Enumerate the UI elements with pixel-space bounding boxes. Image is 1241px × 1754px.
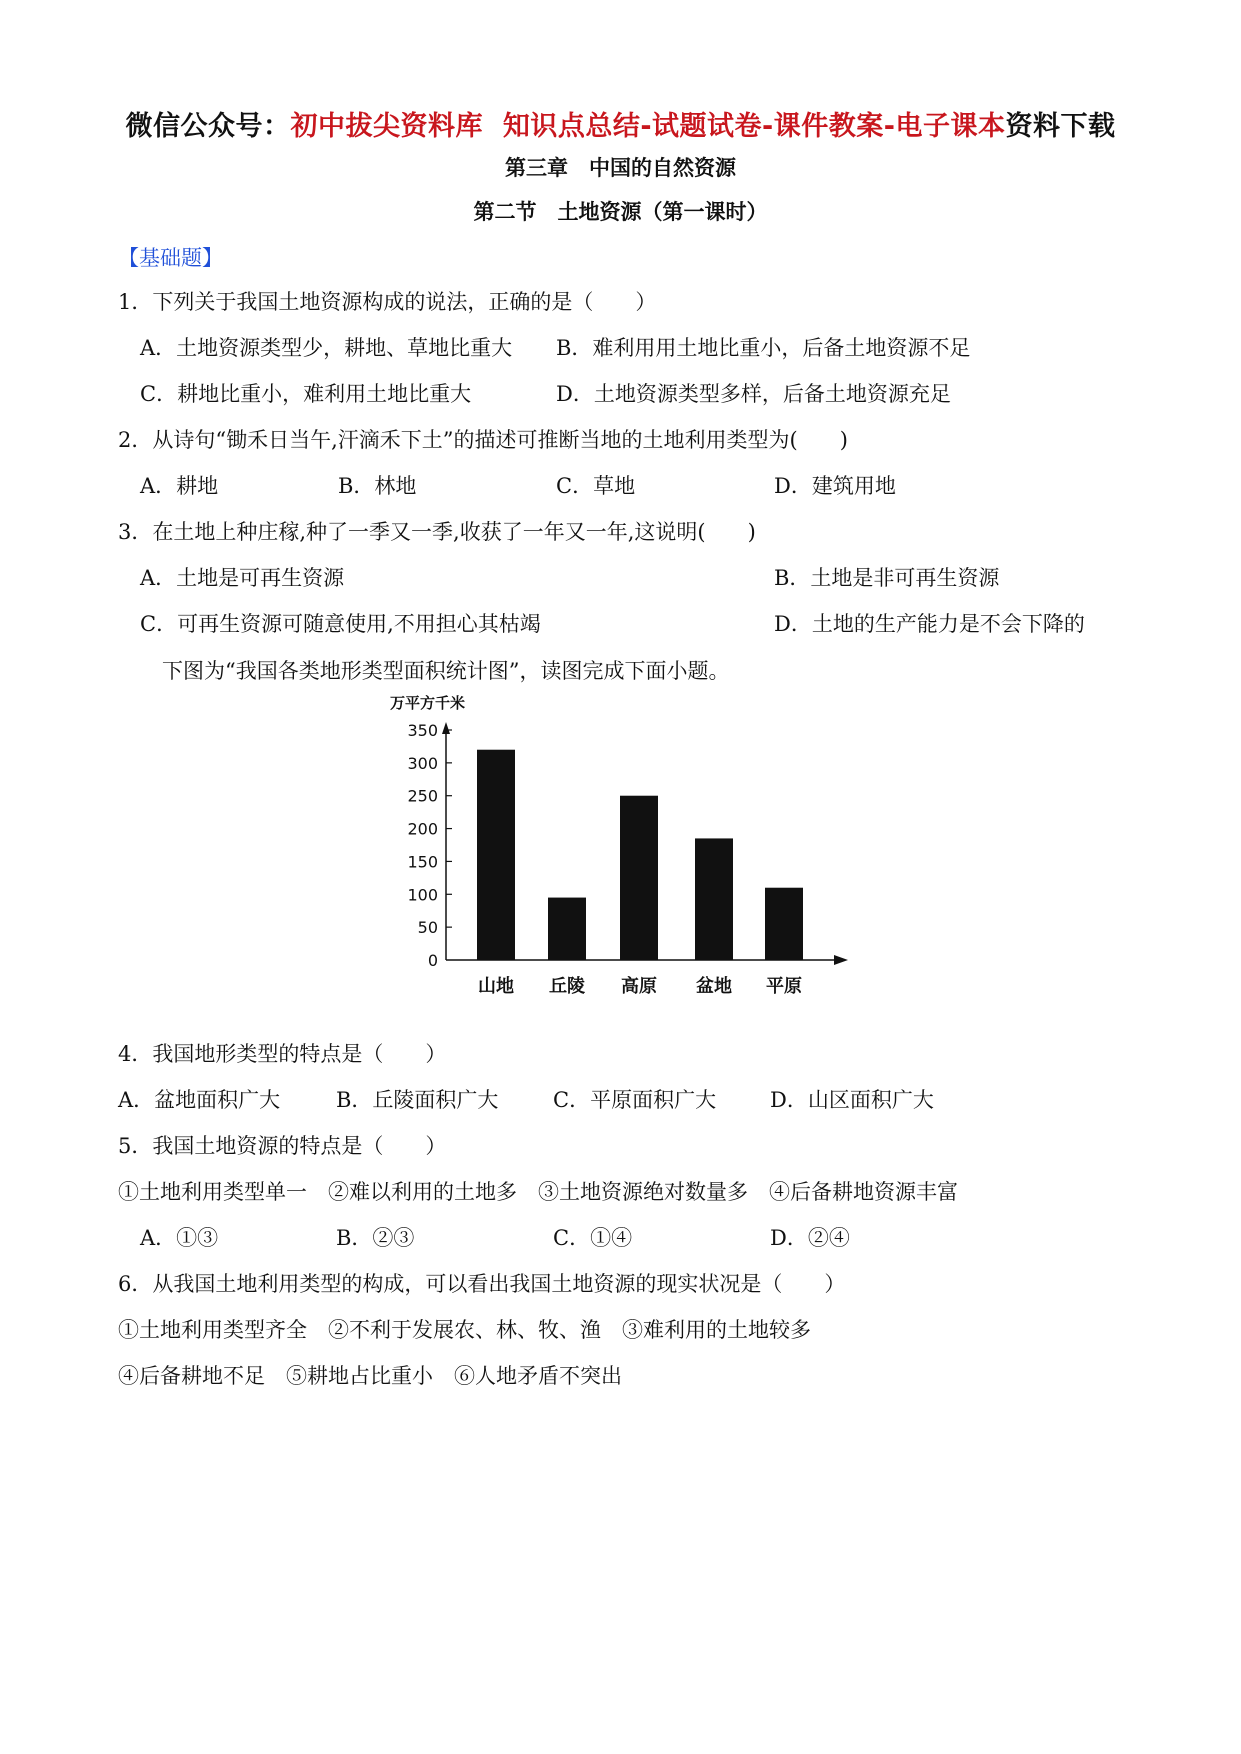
x-category-label: 盆地 <box>696 976 732 997</box>
chart-intro: 下图为“我国各类地形类型面积统计图”，读图完成下面小题。 <box>162 659 730 683</box>
y-tick-label: 300 <box>407 753 438 773</box>
q1-option-c: C．耕地比重小，难利用土地比重大 <box>140 382 472 406</box>
y-tick-label: 0 <box>427 951 438 970</box>
x-category-label: 平原 <box>766 976 802 997</box>
bar-4 <box>695 838 733 960</box>
q4-option-a: A．盆地面积广大 <box>118 1088 281 1112</box>
q1-option-b: B．难利用用土地比重小，后备土地资源不足 <box>556 336 971 360</box>
q6-statements-1: ①土地利用类型齐全 ②不利于发展农、林、牧、渔 ③难利用的土地较多 <box>118 1318 811 1342</box>
q4-stem: 4．我国地形类型的特点是（ ） <box>118 1042 447 1066</box>
banner-red-2: 知识点总结-试题试卷-课件教案-电子课本 <box>502 111 1006 142</box>
y-tick-label: 100 <box>407 885 438 905</box>
q1-option-a: A．土地资源类型少，耕地、草地比重大 <box>140 336 513 360</box>
banner <box>0 104 1241 143</box>
chapter-title: 第三章 中国的自然资源 <box>505 156 736 180</box>
q3-option-b: B．土地是非可再生资源 <box>774 566 1000 590</box>
q3-option-d: D．土地的生产能力是不会下降的 <box>774 612 1085 636</box>
x-category-label: 高原 <box>621 976 657 997</box>
q4-option-c: C．平原面积广大 <box>553 1088 717 1112</box>
q2-option-d: D．建筑用地 <box>774 474 896 498</box>
banner-suffix: 资料下载 <box>1005 111 1116 142</box>
q2-option-b: B．林地 <box>338 474 417 498</box>
y-axis-arrow <box>442 722 450 734</box>
q5-option-b: B．②③ <box>336 1226 415 1250</box>
terrain-area-chart <box>370 690 870 1010</box>
x-category-label: 山地 <box>478 976 514 997</box>
bar-2 <box>548 898 586 960</box>
q3-option-c: C．可再生资源可随意使用,不用担心其枯竭 <box>140 612 541 636</box>
q3-stem: 3．在土地上种庄稼,种了一季又一季,收获了一年又一年,这说明( ) <box>118 520 756 544</box>
y-tick-label: 150 <box>407 852 438 872</box>
y-tick-label: 350 <box>407 721 438 740</box>
banner-red-1: 初中拔尖资料库 <box>290 111 484 142</box>
x-axis-arrow <box>834 955 848 965</box>
y-tick-label: 200 <box>407 819 438 839</box>
q5-option-a: A．①③ <box>140 1226 219 1250</box>
q4-option-b: B．丘陵面积广大 <box>336 1088 499 1112</box>
level-label: 【基础题】 <box>118 246 223 270</box>
q2-option-a: A．耕地 <box>140 474 219 498</box>
y-tick-label: 250 <box>407 786 438 806</box>
q2-option-c: C．草地 <box>556 474 636 498</box>
section-title: 第二节 土地资源（第一课时） <box>473 200 768 224</box>
q1-option-d: D．土地资源类型多样，后备土地资源充足 <box>556 382 951 406</box>
y-axis-unit-label: 万平方千米 <box>390 694 466 712</box>
q5-option-d: D．②④ <box>770 1226 850 1250</box>
q2-stem: 2．从诗句“锄禾日当午,汗滴禾下土”的描述可推断当地的土地利用类型为( ) <box>118 428 848 452</box>
q5-stem: 5．我国土地资源的特点是（ ） <box>118 1134 447 1158</box>
q5-option-c: C．①④ <box>553 1226 633 1250</box>
q1-stem: 1．下列关于我国土地资源构成的说法，正确的是（ ） <box>118 290 657 314</box>
x-category-label: 丘陵 <box>549 976 585 997</box>
q5-statements: ①土地利用类型单一 ②难以利用的土地多 ③土地资源绝对数量多 ④后备耕地资源丰富 <box>118 1180 958 1204</box>
bar-3 <box>620 796 658 960</box>
q3-option-a: A．土地是可再生资源 <box>140 566 345 590</box>
bar-1 <box>477 750 515 960</box>
q4-option-d: D．山区面积广大 <box>770 1088 934 1112</box>
banner-prefix: 微信公众号： <box>125 111 291 142</box>
y-tick-label: 50 <box>417 918 438 938</box>
bar-5 <box>765 888 803 960</box>
q6-stem: 6．从我国土地利用类型的构成，可以看出我国土地资源的现实状况是（ ） <box>118 1272 846 1296</box>
q6-statements-2: ④后备耕地不足 ⑤耕地占比重小 ⑥人地矛盾不突出 <box>118 1364 622 1388</box>
